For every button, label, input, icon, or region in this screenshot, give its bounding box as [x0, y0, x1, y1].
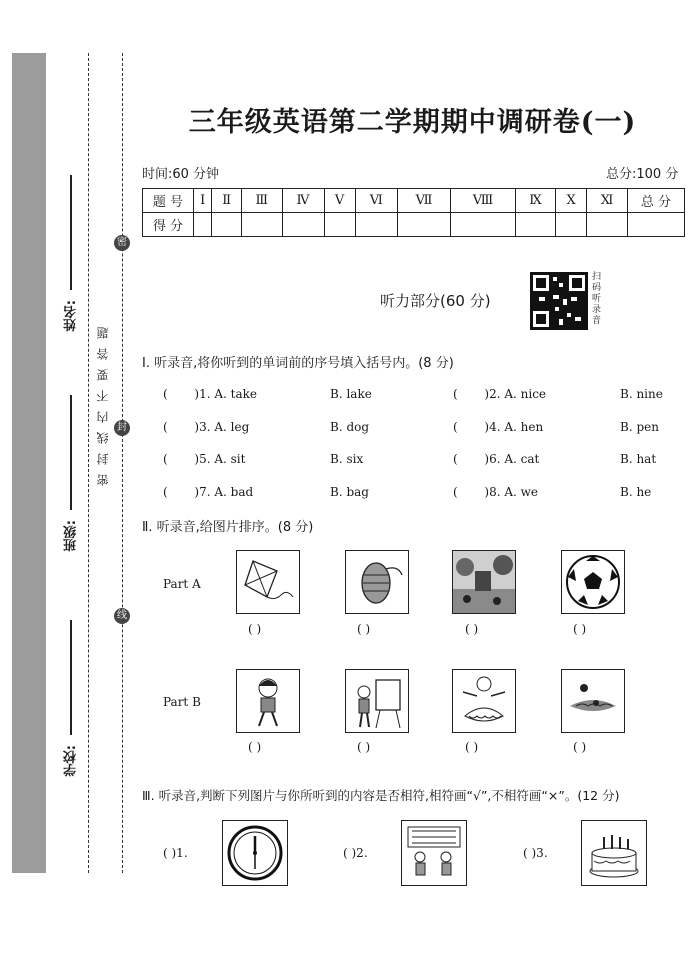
part-b-label: Part B — [163, 695, 201, 709]
score-cell[interactable] — [628, 213, 685, 237]
score-cell-header: Ⅳ — [282, 189, 324, 213]
question-3-option-b: B. dog — [330, 420, 370, 434]
answer-paren[interactable]: ( ) — [248, 622, 262, 636]
qr-caption: 扫码听录音 — [592, 272, 602, 326]
part-a-label: Part A — [163, 577, 201, 591]
name-label: 姓名: — [64, 300, 79, 332]
score-cell-header: Ⅶ — [397, 189, 450, 213]
question-4-option-a: )4. A. hen — [484, 420, 544, 434]
exam-time: 时间:60 分钟 — [142, 167, 220, 182]
question-2-option-a: )2. A. nice — [484, 387, 547, 401]
score-cell-header: Ⅴ — [324, 189, 355, 213]
binding-dash-line-left — [88, 53, 89, 873]
score-row-label: 得 分 — [143, 213, 194, 237]
score-cell-header: 题 号 — [143, 189, 194, 213]
question-1-option-a: )1. A. take — [194, 387, 257, 401]
score-cell[interactable] — [515, 213, 556, 237]
question-5: ( )5. A. sit — [163, 452, 246, 466]
answer-paren[interactable]: ( ) — [357, 622, 371, 636]
score-cell[interactable] — [397, 213, 450, 237]
judge-item-3[interactable]: ( )3. — [523, 846, 548, 860]
question-2-option-b: B. nine — [620, 387, 663, 401]
clock-picture — [222, 820, 288, 886]
score-cell-header: Ⅲ — [241, 189, 282, 213]
score-cell[interactable] — [355, 213, 397, 237]
score-cell[interactable] — [324, 213, 355, 237]
kite-picture — [236, 550, 300, 614]
park-scene-picture — [452, 550, 516, 614]
answer-paren[interactable]: ( ) — [357, 740, 371, 754]
girl-dancing-picture — [452, 669, 516, 733]
score-cell-header: Ⅱ — [212, 189, 242, 213]
score-cell-header: Ⅵ — [355, 189, 397, 213]
judge-item-2[interactable]: ( )2. — [343, 846, 368, 860]
school-blank[interactable] — [70, 620, 72, 735]
question-8-option-b: B. he — [620, 485, 652, 499]
score-cell[interactable] — [451, 213, 515, 237]
question-7: ( )7. A. bad — [163, 485, 254, 499]
answer-paren[interactable]: ( ) — [573, 622, 587, 636]
boy-drawing-picture — [345, 669, 409, 733]
section-1-title: Ⅰ. 听录音,将你听到的单词前的序号填入括号内。(8 分) — [142, 356, 454, 371]
judge-item-1[interactable]: ( )1. — [163, 846, 188, 860]
score-table — [142, 188, 685, 237]
question-2: ( )2. A. nice — [453, 387, 547, 401]
score-cell-header: Ⅺ — [587, 189, 628, 213]
question-6: ( )6. A. cat — [453, 452, 540, 466]
score-table-score-row — [143, 213, 685, 237]
lantern-picture — [345, 550, 409, 614]
answer-paren[interactable]: ( ) — [465, 622, 479, 636]
qr-code-icon[interactable] — [530, 272, 588, 330]
score-cell[interactable] — [282, 213, 324, 237]
swimming-picture — [561, 669, 625, 733]
question-1-option-b: B. lake — [330, 387, 372, 401]
section-2-title: Ⅱ. 听录音,给图片排序。(8 分) — [142, 520, 314, 535]
score-table-header-row — [143, 189, 685, 213]
question-6-option-a: )6. A. cat — [484, 452, 540, 466]
score-cell-header: Ⅰ — [194, 189, 212, 213]
class-label: 班级: — [64, 520, 79, 552]
question-3: ( )3. A. leg — [163, 420, 250, 434]
score-cell-header: Ⅸ — [515, 189, 556, 213]
seal-mi: 密 — [114, 235, 130, 251]
question-8-option-a: )8. A. we — [484, 485, 539, 499]
score-cell-header: Ⅷ — [451, 189, 515, 213]
question-1: ( )1. A. take — [163, 387, 257, 401]
score-cell[interactable] — [212, 213, 242, 237]
question-7-option-b: B. bag — [330, 485, 369, 499]
football-picture — [561, 550, 625, 614]
question-7-option-a: )7. A. bad — [194, 485, 254, 499]
binding-strip — [12, 53, 46, 873]
question-4-option-b: B. pen — [620, 420, 659, 434]
score-cell[interactable] — [556, 213, 587, 237]
question-6-option-b: B. hat — [620, 452, 657, 466]
score-cell[interactable] — [241, 213, 282, 237]
question-3-option-a: )3. A. leg — [194, 420, 250, 434]
binding-dash-line-right — [122, 53, 123, 873]
seal-feng: 封 — [114, 420, 130, 436]
exam-total: 总分:100 分 — [606, 167, 679, 182]
answer-paren[interactable]: ( ) — [465, 740, 479, 754]
question-8: ( )8. A. we — [453, 485, 539, 499]
page-title: 三年级英语第二学期期中调研卷(一) — [188, 107, 637, 138]
score-cell[interactable] — [587, 213, 628, 237]
listening-header: 听力部分(60 分) — [380, 292, 491, 310]
score-cell-header: 总 分 — [628, 189, 685, 213]
seal-xian: 线 — [114, 608, 130, 624]
answer-paren[interactable]: ( ) — [248, 740, 262, 754]
question-4: ( )4. A. hen — [453, 420, 544, 434]
girl-walking-picture — [236, 669, 300, 733]
name-blank[interactable] — [70, 175, 72, 290]
school-label: 学校: — [64, 745, 79, 777]
school-children-picture — [401, 820, 467, 886]
question-5-option-a: )5. A. sit — [194, 452, 246, 466]
score-cell-header: Ⅹ — [556, 189, 587, 213]
binding-notice: 密封线内不要答题 — [96, 318, 110, 486]
score-cell[interactable] — [194, 213, 212, 237]
answer-paren[interactable]: ( ) — [573, 740, 587, 754]
class-blank[interactable] — [70, 395, 72, 510]
birthday-cake-picture — [581, 820, 647, 886]
question-5-option-b: B. six — [330, 452, 364, 466]
section-3-title: Ⅲ. 听录音,判断下列图片与你所听到的内容是否相符,相符画“√”,不相符画“×”。(12 分) — [142, 788, 620, 803]
